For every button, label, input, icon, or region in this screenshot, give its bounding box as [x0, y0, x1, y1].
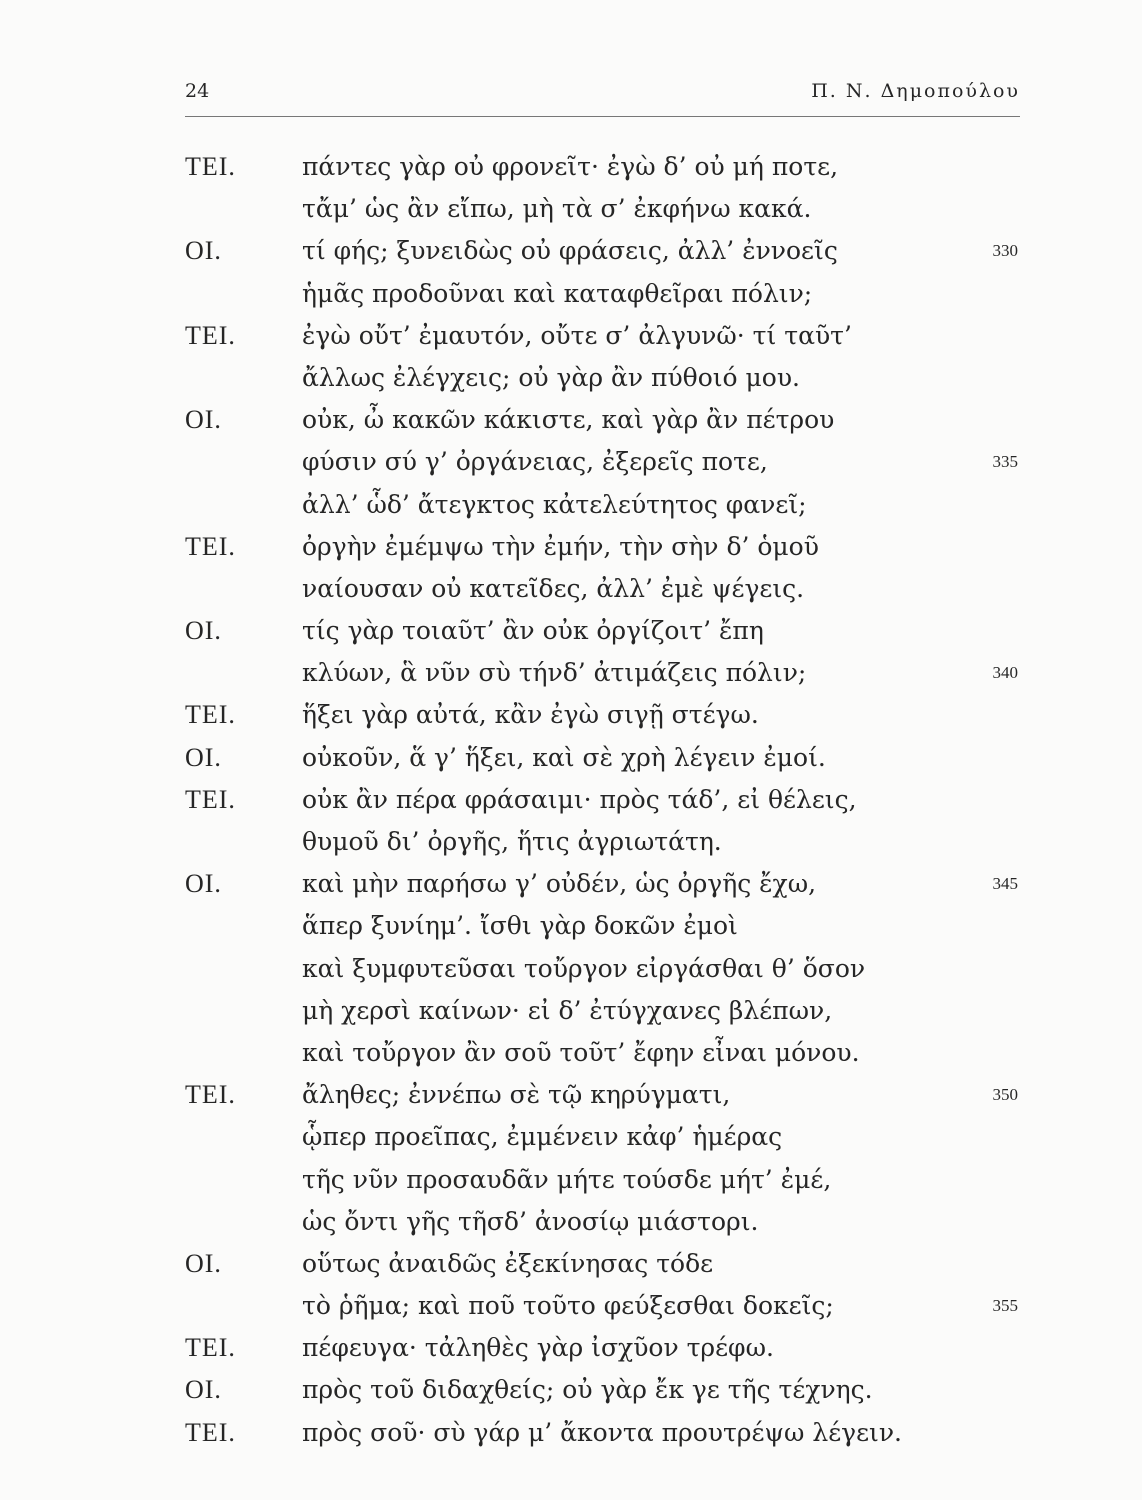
verse-line — [0, 990, 1142, 1032]
verse-text: ἥξει γὰρ αὐτά, κἂν ἐγὼ σιγῇ στέγω. — [302, 700, 759, 730]
verse-text: ἄληθες; ἐννέπω σὲ τῷ κηρύγματι, — [302, 1080, 731, 1110]
verse-line — [0, 1369, 1142, 1411]
verse-line — [0, 1116, 1142, 1158]
verse-line — [0, 146, 1142, 188]
verse-line — [0, 526, 1142, 568]
verse-text: τίς γὰρ τοιαῦτ’ ἂν οὐκ ὀργίζοιτ’ ἔπη — [302, 616, 764, 646]
speaker-label: TEI. — [185, 1333, 236, 1363]
line-number: 330 — [992, 241, 1018, 261]
verse-text: καὶ μὴν παρήσω γ’ οὐδέν, ὡς ὀργῆς ἔχω, — [302, 869, 817, 899]
verse-text: οὐκ ἂν πέρα φράσαιμι· πρὸς τάδ’, εἰ θέλεις, — [302, 784, 857, 814]
verse-line — [0, 1243, 1142, 1285]
verse-text: τὸ ῥῆμα; καὶ ποῦ τοῦτο φεύξεσθαι δοκεῖς; — [302, 1291, 834, 1321]
verse-line — [0, 1032, 1142, 1074]
running-head: Π. Ν. Δημοπούλου — [811, 80, 1020, 102]
verse-block — [0, 146, 1142, 1454]
verse-text: τί φής; ξυνειδὼς οὐ φράσεις, ἀλλ’ ἐννοεῖς — [302, 236, 838, 266]
speaker-label: TEI. — [185, 320, 236, 350]
verse-line — [0, 188, 1142, 230]
verse-line — [0, 273, 1142, 315]
speaker-label: TEI. — [185, 1080, 236, 1110]
verse-text: πρὸς τοῦ διδαχθείς; οὐ γὰρ ἔκ γε τῆς τέχνης. — [302, 1375, 873, 1405]
verse-text: καὶ ξυμφυτεῦσαι τοὔργον εἰργάσθαι θ’ ὅσον — [302, 953, 866, 983]
speaker-label: TEI. — [185, 152, 236, 181]
speaker-label: OI. — [185, 405, 222, 435]
verse-text: καὶ τοὔργον ἂν σοῦ τοῦτ’ ἔφην εἶναι μόνου. — [302, 1037, 860, 1067]
verse-text: πρὸς σοῦ· σὺ γάρ μ’ ἄκοντα προυτρέψω λέγειν. — [302, 1417, 902, 1447]
verse-line — [0, 1074, 1142, 1116]
verse-line — [0, 441, 1142, 483]
verse-text: ᾧπερ προεῖπας, ἐμμένειν κἀφ’ ἡμέρας — [302, 1122, 783, 1152]
verse-text: οὐκοῦν, ἅ γ’ ἥξει, καὶ σὲ χρὴ λέγειν ἐμοί. — [302, 742, 826, 772]
verse-line — [0, 610, 1142, 652]
verse-line — [0, 1327, 1142, 1369]
verse-line — [0, 1412, 1142, 1454]
verse-line — [0, 1159, 1142, 1201]
verse-line — [0, 230, 1142, 272]
speaker-label: TEI. — [185, 700, 236, 730]
speaker-label: TEI. — [185, 784, 236, 814]
verse-text: ὀργὴν ἐμέμψω τὴν ἐμήν, τὴν σὴν δ’ ὁμοῦ — [302, 531, 819, 561]
line-number: 350 — [992, 1085, 1018, 1105]
verse-line — [0, 484, 1142, 526]
verse-text: μὴ χερσὶ καίνων· εἰ δ’ ἐτύγχανες βλέπων, — [302, 995, 833, 1025]
verse-line — [0, 948, 1142, 990]
verse-text: πέφευγα· τἀληθὲς γὰρ ἰσχῦον τρέφω. — [302, 1333, 774, 1363]
speaker-label: OI. — [185, 236, 222, 266]
speaker-label: OI. — [185, 616, 222, 646]
verse-text: οὐκ, ὦ κακῶν κάκιστε, καὶ γὰρ ἂν πέτρου — [302, 405, 835, 435]
verse-line — [0, 863, 1142, 905]
verse-line — [0, 694, 1142, 736]
header-rule — [185, 116, 1020, 117]
verse-line — [0, 821, 1142, 863]
verse-line — [0, 1285, 1142, 1327]
verse-text: τῆς νῦν προσαυδᾶν μήτε τούσδε μήτ’ ἐμέ, — [302, 1164, 832, 1194]
page-number: 24 — [185, 80, 210, 102]
verse-text: ναίουσαν οὐ κατεῖδες, ἀλλ’ ἐμὲ ψέγεις. — [302, 573, 805, 603]
speaker-label: OI. — [185, 869, 222, 899]
verse-line — [0, 315, 1142, 357]
line-number: 335 — [992, 452, 1018, 472]
speaker-label: OI. — [185, 1375, 222, 1405]
line-number: 355 — [992, 1296, 1018, 1316]
verse-text: ὡς ὄντι γῆς τῆσδ’ ἀνοσίῳ μιάστορι. — [302, 1206, 759, 1236]
speaker-label: TEI. — [185, 531, 236, 561]
speaker-label: OI. — [185, 742, 222, 772]
verse-line — [0, 779, 1142, 821]
line-number: 345 — [992, 874, 1018, 894]
verse-line — [0, 1201, 1142, 1243]
verse-text: θυμοῦ δι’ ὀργῆς, ἥτις ἀγριωτάτη. — [302, 827, 722, 856]
line-number: 340 — [992, 663, 1018, 683]
verse-text: τἄμ’ ὡς ἂν εἴπω, μὴ τὰ σ’ ἐκφήνω κακά. — [302, 194, 812, 224]
verse-line — [0, 737, 1142, 779]
verse-text: ἐγὼ οὔτ’ ἐμαυτόν, οὔτε σ’ ἀλγυνῶ· τί ταῦτ’ — [302, 320, 852, 350]
verse-text: ἄλλως ἐλέγχεις; οὐ γὰρ ἂν πύθοιό μου. — [302, 362, 800, 392]
verse-line — [0, 568, 1142, 610]
verse-text: κλύων, ἃ νῦν σὺ τήνδ’ ἀτιμάζεις πόλιν; — [302, 658, 807, 688]
verse-line — [0, 905, 1142, 947]
verse-text: ἀλλ’ ὧδ’ ἄτεγκτος κἀτελεύτητος φανεῖ; — [302, 489, 807, 519]
verse-text: πάντες γὰρ οὐ φρονεῖτ· ἐγὼ δ’ οὐ μή ποτε, — [302, 152, 839, 181]
verse-text: ἅπερ ξυνίημ’. ἴσθι γὰρ δοκῶν ἐμοὶ — [302, 911, 738, 941]
speaker-label: OI. — [185, 1248, 222, 1278]
page-header — [185, 80, 1020, 110]
verse-text: φύσιν σύ γ’ ὀργάνειας, ἐξερεῖς ποτε, — [302, 447, 768, 477]
verse-line — [0, 652, 1142, 694]
verse-text: ἡμᾶς προδοῦναι καὶ καταφθεῖραι πόλιν; — [302, 278, 813, 308]
verse-line — [0, 357, 1142, 399]
verse-line — [0, 399, 1142, 441]
speaker-label: TEI. — [185, 1417, 236, 1447]
verse-text: οὕτως ἀναιδῶς ἐξεκίνησας τόδε — [302, 1248, 714, 1278]
